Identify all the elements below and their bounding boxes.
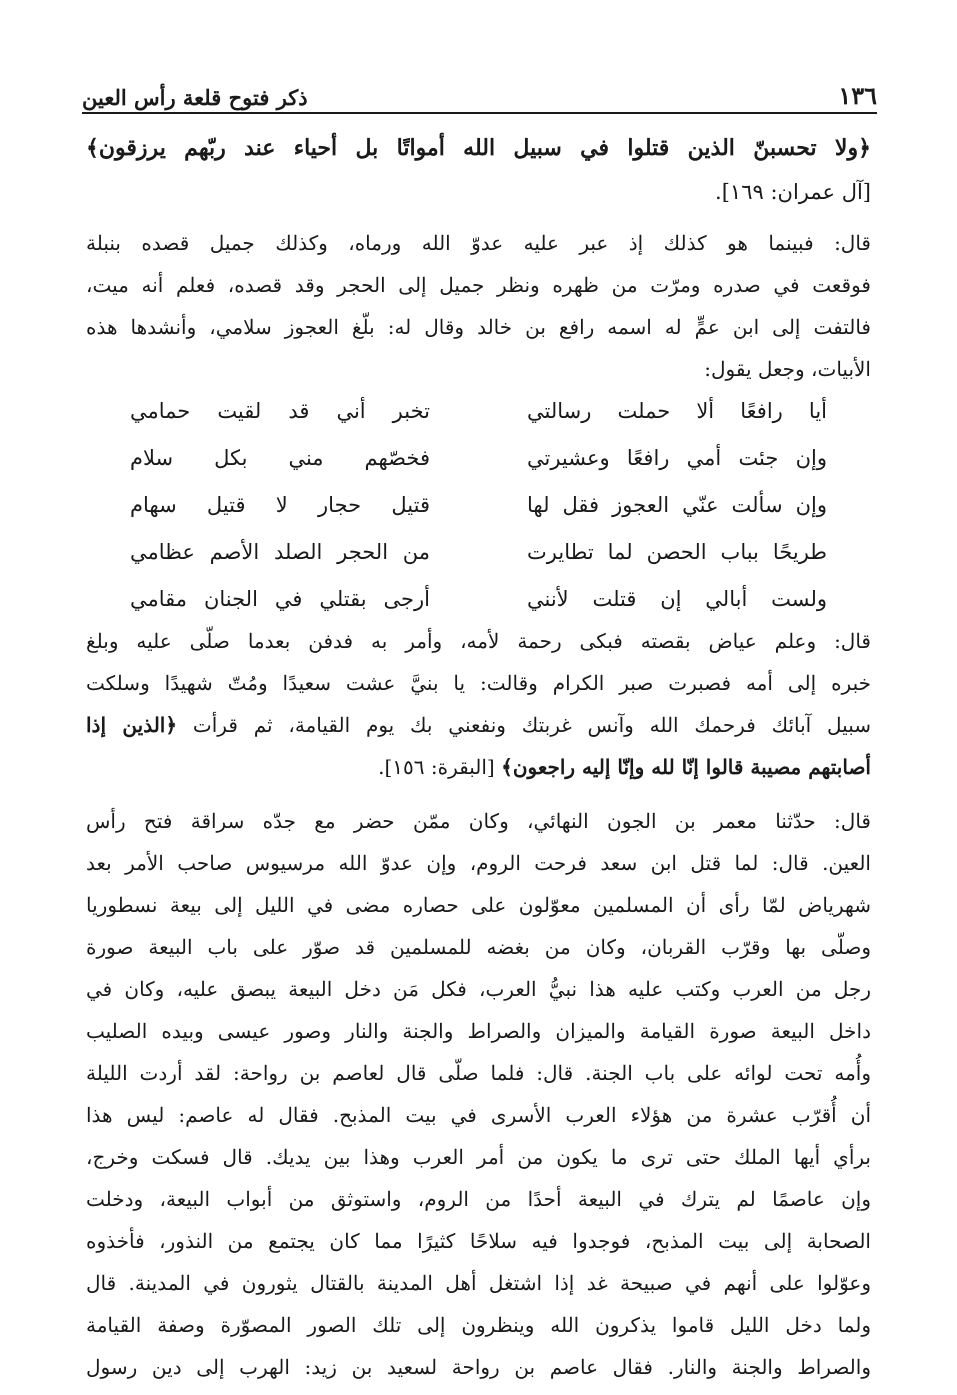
poem bbox=[130, 388, 827, 623]
text-line: وصلّى بها وقرّب القربان، وكان من بغضه للمسلمين قد صوّر على باب البيعة صورة bbox=[86, 935, 871, 959]
text-line bbox=[86, 704, 871, 746]
poem-second-hemistich: من الحجر الصلد الأصم عظامي bbox=[130, 540, 430, 564]
text-line: وإن عاصمًا لم يترك في البيعة أحدًا من الروم، واستوثق من أبواب البيعة، ودخلت bbox=[86, 1187, 871, 1211]
verse-text: ﴿ولا تحسبنّ الذين قتلوا في سبيل الله أمواتًا بل أحياء عند ربّهم يرزقون﴾ bbox=[86, 135, 871, 161]
poem-verse bbox=[130, 576, 827, 623]
text-line: برأي أيها الملك حتى ترى ما يكون من أمر العرب وهذا بين يديك. قال فسكت وخرج، bbox=[86, 1145, 871, 1169]
quran-quote: أصابتهم مصيبة قالوا إنّا لله وإنّا إليه راجعون﴾ bbox=[501, 755, 871, 779]
page-number: ١٣٦ bbox=[838, 81, 877, 110]
text-line: شهرياض لمّا رأى أن المسلمين معوّلون على حصاره مضى في الليل إلى بيعة نسطوريا bbox=[86, 893, 871, 917]
poem-first-hemistich: وإن جئت أمي رافعًا وعشيرتي bbox=[527, 446, 827, 470]
poem-first-hemistich: وإن سألت عنّي العجوز فقل لها bbox=[527, 493, 827, 517]
page-header bbox=[82, 62, 877, 114]
verse-reference: [آل عمران: ١٦٩]. bbox=[715, 180, 871, 204]
paragraph-3 bbox=[86, 800, 871, 1388]
poem-first-hemistich: أيا رافعًا ألا حملت رسالتي bbox=[527, 399, 827, 423]
poem-verse bbox=[130, 529, 827, 576]
poem-verse bbox=[130, 482, 827, 529]
text-line bbox=[86, 746, 871, 788]
text-line: ولما دخل الليل قاموا يذكرون الله وينظرون إلى تلك الصور المصوّرة وصفة القيامة bbox=[86, 1313, 871, 1337]
verse-reference: [البقرة: ١٥٦]. bbox=[378, 755, 495, 779]
text-line: خبره إلى أمه فصبرت صبر الكرام وقالت: يا بنيَّ عشت سعيدًا ومُتّ شهيدًا وسلكت bbox=[86, 671, 871, 695]
text-line: العين. قال: لما قتل ابن سعد فرحت الروم، وإن عدوّ الله مرسيوس صاحب الأمر بعد bbox=[86, 851, 871, 875]
text-line: وعوّلوا على أنهم في صبيحة غد إذا اشتغل أهل المدينة بالقتال يثورون في المدينة. قال bbox=[86, 1271, 871, 1295]
text-line: الأبيات، وجعل يقول: bbox=[704, 357, 871, 381]
poem-first-hemistich: ولست أبالي إن قتلت لأنني bbox=[527, 587, 827, 611]
poem-second-hemistich: فخصّهم مني بكل سلام bbox=[130, 446, 430, 470]
quran-verse bbox=[86, 124, 871, 212]
text-line: الصحابة إلى بيت المذبح، فوجدوا فيه سلاحًا كثيرًا مما كان يجتمع من النذور، فأخذوه bbox=[86, 1229, 871, 1253]
text-line: قال: فبينما هو كذلك إذ عبر عليه عدوّ الله ورماه، وكذلك جميل قصده بنبلة bbox=[86, 231, 871, 255]
text-line: قال: وعلم عياض بقصته فبكى رحمة لأمه، وأمر به فدفن بعدما صلّى عليه وبلغ bbox=[86, 629, 871, 653]
poem-verse bbox=[130, 435, 827, 482]
poem-second-hemistich: أرجى بقتلي في الجنان مقامي bbox=[130, 587, 430, 611]
text-line: رجل من العرب وكتب عليه هذا نبيُّ العرب، فكل مَن دخل البيعة يبصق عليه، وكان في bbox=[86, 977, 871, 1001]
poem-second-hemistich: تخبر أني قد لقيت حمامي bbox=[130, 399, 430, 423]
text-line: أن أُقرّب عشرة من هؤلاء العرب الأسرى في بيت المذبح. فقال له عاصم: ليس هذا bbox=[86, 1103, 871, 1127]
text-line: فوقعت في صدره ومرّت من ظهره ونظر جميل إلى الحجر وقد قصده، فعلم أنه ميت، bbox=[86, 273, 871, 297]
text-line: داخل البيعة صورة القيامة والميزان والصراط والجنة والنار وصور عيسى وبيده الصليب bbox=[86, 1019, 871, 1043]
paragraph-1 bbox=[86, 222, 871, 390]
paragraph-2 bbox=[86, 620, 871, 788]
text-line: وأُمه تحت لوائه على باب الجنة. قال: فلما صلّى قال لعاصم بن رواحة: لقد أردت الليلة bbox=[86, 1061, 871, 1085]
text-line: فالتفت إلى ابن عمٍّ له اسمه رافع بن خالد وقال له: بلّغ العجوز سلامي، وأنشدها هذه bbox=[86, 315, 871, 339]
quran-quote: ﴿الذين إذا bbox=[86, 713, 178, 737]
text-line: قال: حدّثنا معمر بن الجون النهائي، وكان ممّن حضر مع جدّه سراقة فتح رأس bbox=[86, 809, 871, 833]
running-title: ذكر فتوح قلعة رأس العين bbox=[82, 85, 308, 110]
poem-first-hemistich: طريحًا بباب الحصن لما تطايرت bbox=[527, 540, 827, 564]
text-segment: سبيل آبائك فرحمك الله وآنس غربتك ونفعني بك يوم القيامة، ثم قرأت bbox=[192, 713, 871, 737]
poem-second-hemistich: قتيل حجار لا قتيل سهام bbox=[130, 493, 430, 517]
poem-verse bbox=[130, 388, 827, 435]
text-line: والصراط والجنة والنار. فقال عاصم بن رواحة لسعيد بن زيد: الهرب إلى دين رسول bbox=[86, 1355, 871, 1379]
